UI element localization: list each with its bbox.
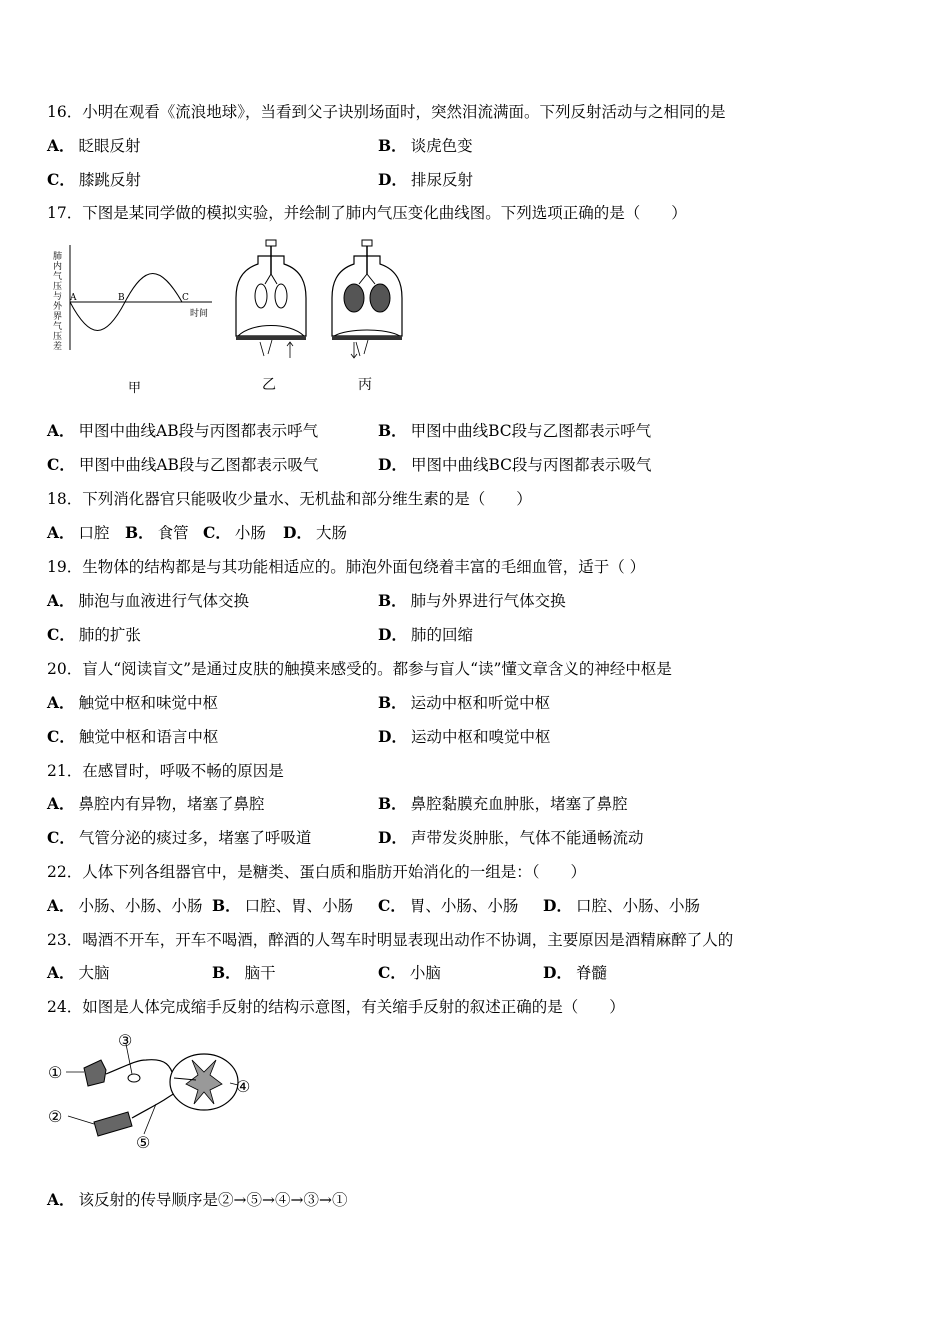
q19-option-d[interactable]: D． 肺的回缩 [378, 625, 473, 644]
q20-option-d[interactable]: D． 运动中枢和嗅觉中枢 [378, 727, 551, 746]
effector-shape [94, 1112, 132, 1136]
q20-option-c[interactable]: C． 触觉中枢和语言中枢 [47, 727, 219, 746]
q18-option-c[interactable]: C． 小肠 [203, 523, 266, 542]
q17-option-a[interactable]: A． 甲图中曲线AB段与丙图都表示呼气 [47, 421, 319, 440]
label-3: ③ [118, 1031, 133, 1050]
question-18-stem: 18．下列消化器官只能吸收少量水、无机盐和部分维生素的是（ ） [47, 490, 532, 508]
q19-option-c[interactable]: C． 肺的扩张 [47, 625, 141, 644]
caption-bing: 丙 [358, 377, 372, 393]
q21-option-d[interactable]: D． 声带发炎肿胀，气体不能通畅流动 [378, 828, 644, 847]
bell-jar-model-bing [328, 238, 408, 363]
label-4: ④ [236, 1077, 251, 1096]
q17-option-c[interactable]: C． 甲图中曲线AB段与乙图都表示吸气 [47, 455, 319, 474]
caption-yi: 乙 [262, 377, 276, 393]
pressure-curve-figure [50, 240, 225, 360]
question-23-stem: 23．喝酒不开车，开车不喝酒，醉酒的人驾车时明显表现出动作不协调，主要原因是酒精麻醉了人的 [47, 931, 734, 949]
q16-option-b[interactable]: B． 谈虎色变 [378, 136, 473, 155]
q18-option-d[interactable]: D． 大肠 [283, 523, 347, 542]
caption-jia: 甲 [128, 381, 142, 396]
q24-option-a[interactable]: A． 该反射的传导顺序是②→⑤→④→③→① [47, 1190, 348, 1209]
q17-option-d[interactable]: D． 甲图中曲线BC段与丙图都表示吸气 [378, 455, 652, 474]
question-17-stem: 17．下图是某同学做的模拟实验，并绘制了肺内气压变化曲线图。下列选项正确的是（ ） [47, 204, 687, 222]
q21-option-a[interactable]: A． 鼻腔内有异物，堵塞了鼻腔 [47, 794, 265, 813]
q22-option-d[interactable]: D． 口腔、小肠、小肠 [543, 896, 700, 915]
question-21-stem: 21．在感冒时，呼吸不畅的原因是 [47, 762, 284, 780]
q19-option-b[interactable]: B． 肺与外界进行气体交换 [378, 591, 566, 610]
label-5: ⑤ [136, 1133, 151, 1152]
q21-option-b[interactable]: B． 鼻腔黏膜充血肿胀，堵塞了鼻腔 [378, 794, 628, 813]
q18-option-a[interactable]: A． 口腔 [47, 523, 110, 542]
point-a-label: A [70, 293, 77, 303]
q17-option-b[interactable]: B． 甲图中曲线BC段与乙图都表示呼气 [378, 421, 652, 440]
bell-jar-model-yi [232, 238, 312, 363]
question-24-stem: 24．如图是人体完成缩手反射的结构示意图，有关缩手反射的叙述正确的是（ ） [47, 998, 625, 1016]
label-2: ② [48, 1107, 63, 1126]
question-22-stem: 22．人体下列各组器官中，是糖类、蛋白质和脂肪开始消化的一组是：（ ） [47, 863, 586, 881]
point-c-label: C [182, 293, 189, 303]
question-16-stem: 16．小明在观看《流浪地球》，当看到父子诀别场面时，突然泪流满面。下列反射活动与之相同的是 [47, 103, 726, 121]
q23-option-a[interactable]: A． 大脑 [47, 963, 110, 982]
y-axis-label: 肺内气压与外界气压差 [53, 252, 63, 352]
q22-option-a[interactable]: A． 小肠、小肠、小肠 [47, 896, 203, 915]
sensory-nerve [106, 1060, 174, 1078]
q16-option-d[interactable]: D． 排尿反射 [378, 170, 473, 189]
q16-option-a[interactable]: A． 眨眼反射 [47, 136, 141, 155]
q18-option-b[interactable]: B． 食管 [125, 523, 189, 542]
label-1: ① [48, 1063, 63, 1082]
q21-option-c[interactable]: C． 气管分泌的痰过多，堵塞了呼吸道 [47, 828, 312, 847]
q20-option-a[interactable]: A． 触觉中枢和味觉中枢 [47, 693, 219, 712]
q22-option-c[interactable]: C． 胃、小肠、小肠 [378, 896, 519, 915]
ganglion [128, 1074, 140, 1082]
q20-option-b[interactable]: B． 运动中枢和听觉中枢 [378, 693, 551, 712]
q19-option-a[interactable]: A． 肺泡与血液进行气体交换 [47, 591, 250, 610]
x-axis-label: 时间 [190, 309, 209, 319]
question-20-stem: 20．盲人“阅读盲文”是通过皮肤的触摸来感受的。都参与盲人“读”懂文章含义的神经中枢是 [47, 660, 672, 678]
q23-option-c[interactable]: C． 小脑 [378, 963, 441, 982]
q23-option-b[interactable]: B． 脑干 [212, 963, 276, 982]
q16-option-c[interactable]: C． 膝跳反射 [47, 170, 141, 189]
point-b-label: B [118, 293, 125, 303]
receptor-shape [84, 1060, 106, 1086]
reflex-arc-figure [46, 1030, 266, 1155]
q22-option-b[interactable]: B． 口腔、胃、小肠 [212, 896, 354, 915]
question-19-stem: 19．生物体的结构都是与其功能相适应的。肺泡外面包绕着丰富的毛细血管，适于（ ） [47, 558, 646, 576]
q23-option-d[interactable]: D． 脊髓 [543, 963, 607, 982]
